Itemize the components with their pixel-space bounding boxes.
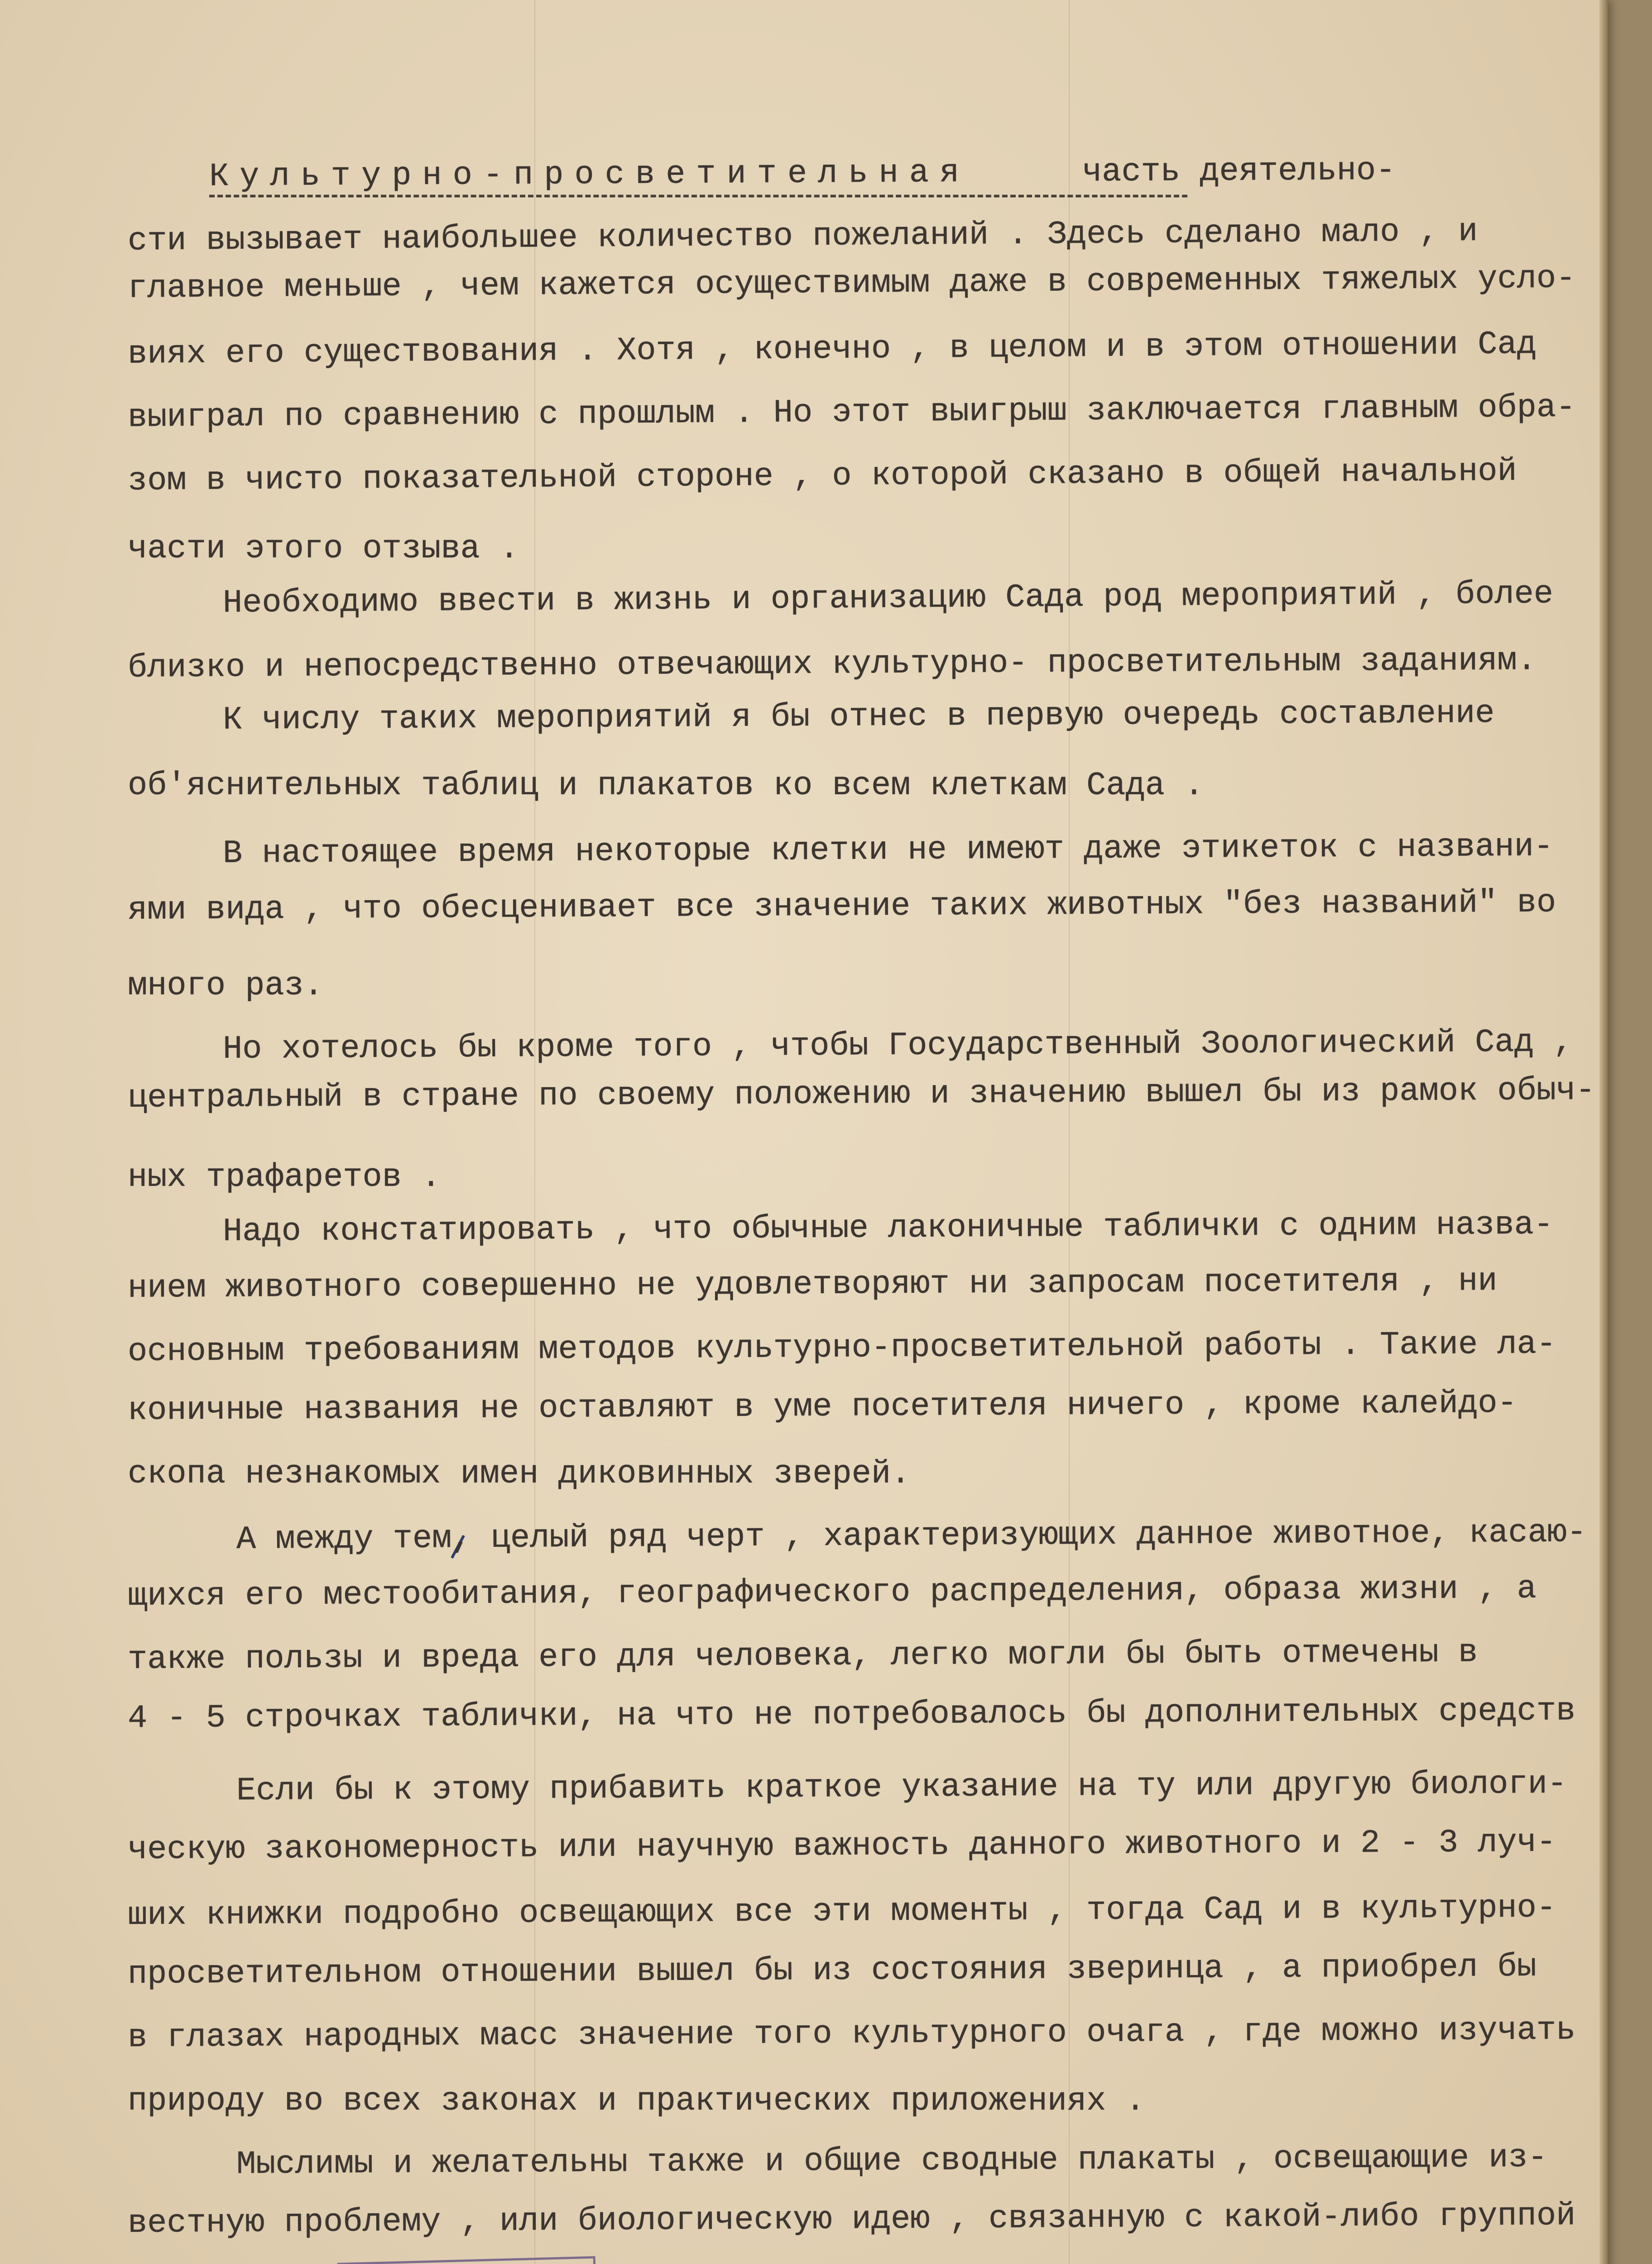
text-line: природу во всех законах и практических приложениях .	[128, 2082, 1145, 2120]
text-line: части этого отзыва .	[128, 530, 519, 567]
text-line: много раз.	[128, 967, 324, 1004]
text-line: Если бы к этому прибавить краткое указание на ту или другую биологи-	[236, 1765, 1567, 1809]
text-line: в глазах народных масс значение того культурного очага , где можно изучать	[127, 2011, 1576, 2056]
text-line: центральный в стране по своему положению и значению вышел бы из рамок обыч-	[127, 1072, 1595, 1117]
text-line: виях его существования . Хотя , конечно , в целом и в этом отношении Сад	[127, 326, 1537, 373]
text-line: ческую закономерность или научную важность данного животного и 2 - 3 луч-	[127, 1823, 1556, 1868]
text-line: ями вида , что обесценивает все значение таких животных "без названий" во	[127, 884, 1556, 929]
text-line: зом в чисто показательной стороне , о которой сказано в общей начальной	[127, 452, 1517, 499]
text-line: В настоящее время некоторые клетки не имеют даже этикеток с названи-	[222, 828, 1554, 872]
text-line: также пользы и вреда его для человека, легко могли бы быть отмечены в	[127, 1634, 1478, 1678]
text-line: Необходимо ввести в жизнь и организацию Сада род мероприятий , более	[222, 575, 1554, 622]
text-line: вестную проблему , или биологическую идею , связанную с какой-либо группой	[127, 2197, 1576, 2242]
text-line: щихся его местообитания, географического распределения, образа жизни , а	[127, 1570, 1537, 1615]
text-line: скопа незнакомых имен диковинных зверей.	[128, 1455, 911, 1492]
text-line: сти вызывает наибольшее количество пожеланий . Здесь сделано мало , и	[127, 213, 1478, 259]
text-line: Надо констатировать , что обычные лаконичные таблички с одним назва-	[222, 1206, 1554, 1250]
text-line: 4 - 5 строчках таблички, на что не потребовалось бы дополнительных средств	[127, 1692, 1576, 1737]
text-line: основным требованиям методов культурно-просветительной работы . Такие ла-	[127, 1325, 1556, 1370]
heading-title: Культурно-просветительная	[209, 154, 970, 195]
museum-stamp	[337, 2256, 599, 2264]
sheet-edge	[1599, 0, 1608, 2264]
text-line: ных трафаретов .	[128, 1159, 441, 1196]
text-line: ших книжки подробно освещающих все эти моменты , тогда Сад и в культурно-	[127, 1889, 1556, 1934]
text-line: Но хотелось бы кроме того , чтобы Государственный Зоологический Сад ,	[222, 1023, 1573, 1068]
heading-underline	[209, 195, 1187, 197]
text-line: выиграл по сравнению с прошлым . Но этот выигрыш заключается главным обра-	[127, 389, 1576, 436]
text-line: главное меньше , чем кажется осуществимым даже в современных тяжелых усло-	[127, 259, 1576, 307]
text-line: коничные названия не оставляют в уме посетителя ничего , кроме калейдо-	[127, 1384, 1517, 1429]
text-line: А между тем, целый ряд черт , характеризующих данное животное, касаю-	[236, 1514, 1587, 1558]
text-line: просветительном отношении вышел бы из состояния зверинца , а приобрел бы	[127, 1948, 1537, 1993]
text-line: часть деятельно-	[1082, 152, 1396, 191]
text-line: К числу таких мероприятий я бы отнес в первую очередь составление	[222, 695, 1495, 739]
text-line: об'яснительных таблиц и плакатов ко всем клеткам Сада .	[128, 767, 1204, 804]
text-line: близко и непосредственно отвечающих культурно- просветительным заданиям.	[127, 642, 1537, 686]
text-line: Мыслимы и желательны также и общие сводные плакаты , освещающие из-	[236, 2139, 1548, 2183]
text-line: нием животного совершенно не удовлетворяют ни запросам посетителя , ни	[127, 1262, 1498, 1307]
